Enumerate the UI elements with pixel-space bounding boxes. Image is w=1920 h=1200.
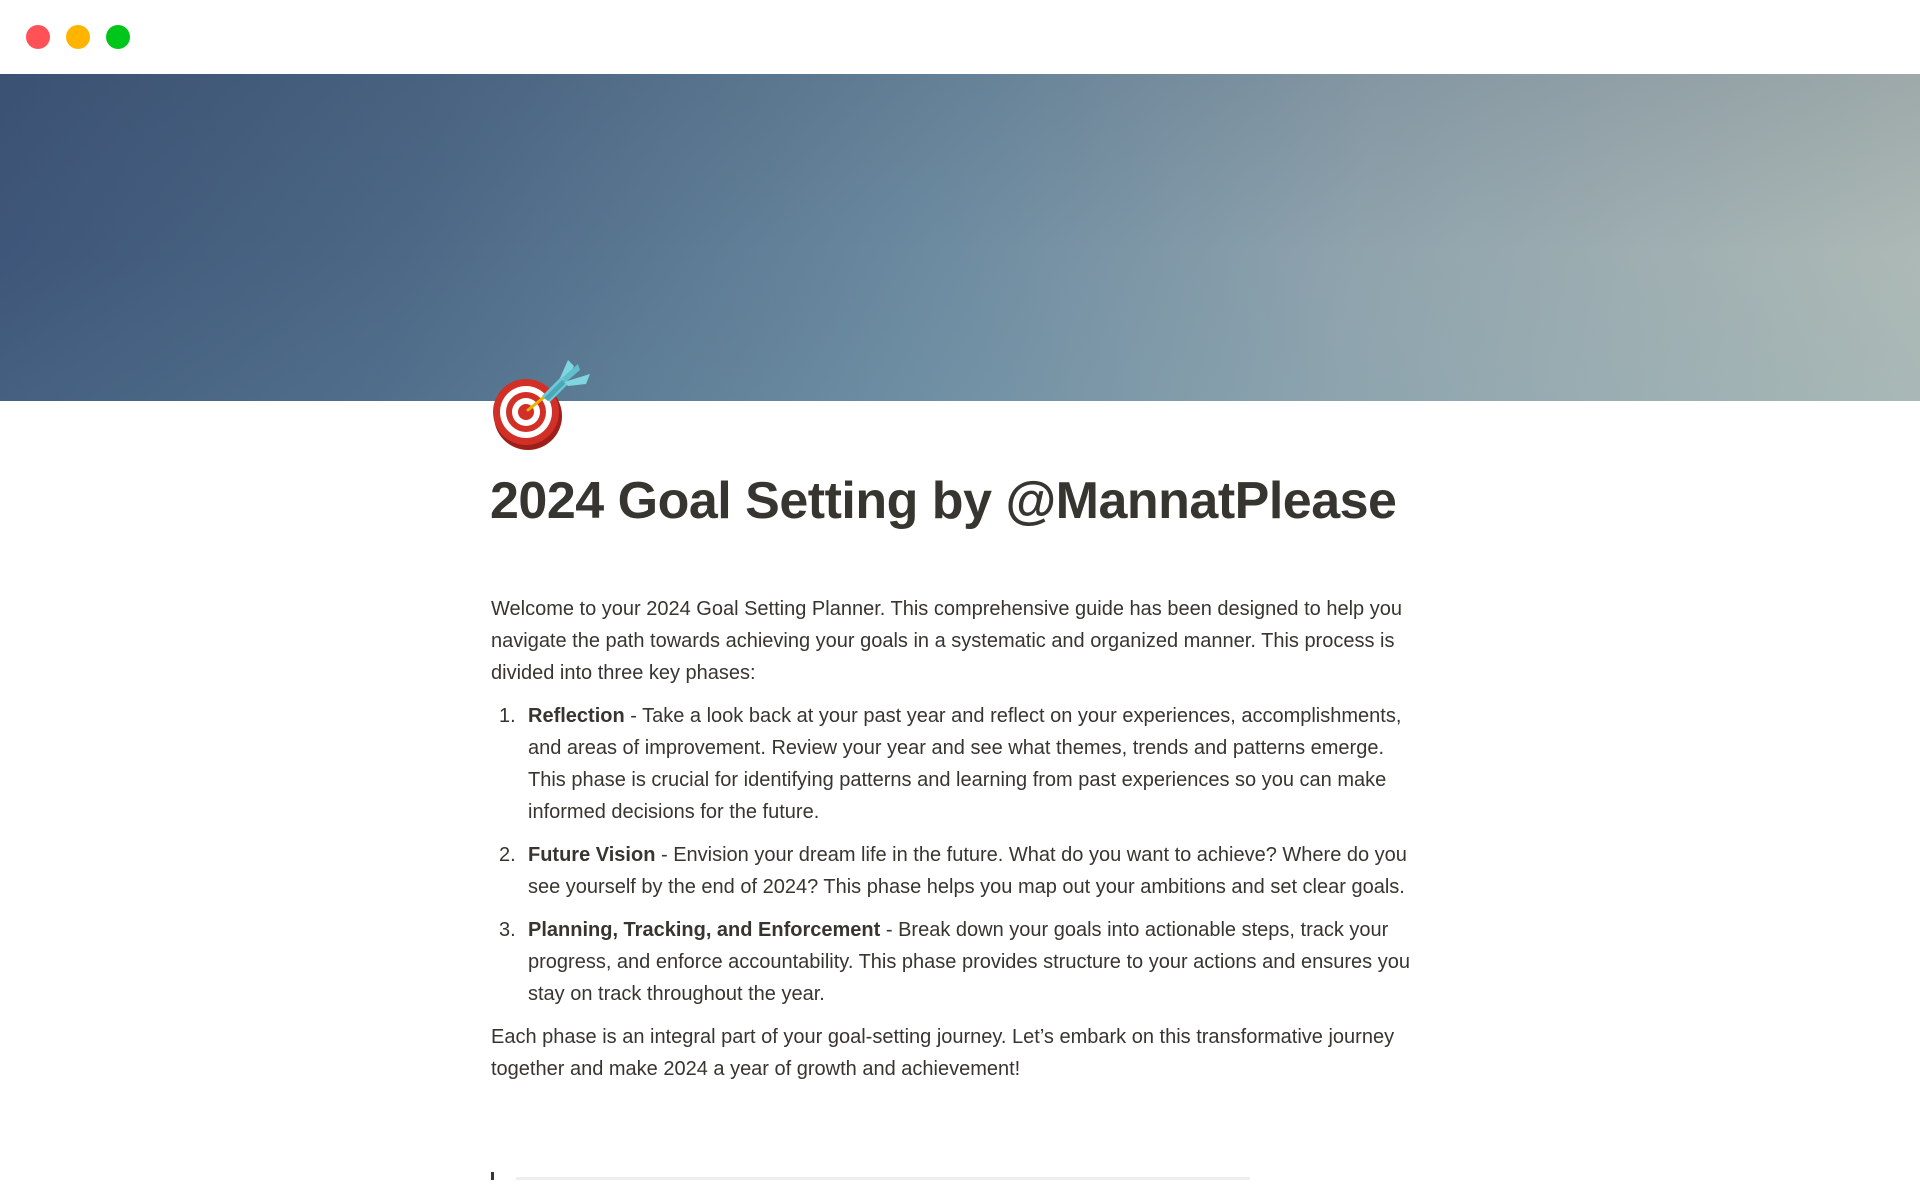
block-divider (516, 1177, 1250, 1180)
intro-paragraph[interactable]: Welcome to your 2024 Goal Setting Planner. This comprehensive guide has been designed to help you navigate the path towards achieving your goals in a systematic and organized manner. This process is divided into three key phases: (491, 598, 1402, 684)
bullseye-dart-icon[interactable] (490, 356, 598, 452)
list-number: 1. (499, 705, 516, 727)
phase-name: Planning, Tracking, and Enforcement (528, 919, 881, 941)
phases-numbered-list (491, 700, 1421, 1010)
list-number: 3. (499, 919, 516, 941)
text-block-marker (491, 1172, 494, 1180)
phase-name: Future Vision (528, 844, 656, 866)
window-minimize-button[interactable] (66, 25, 90, 49)
list-item-reflection[interactable] (491, 700, 1421, 828)
phase-name: Reflection (528, 705, 625, 727)
phase-description: - Envision your dream life in the future. What do you want to achieve? Where do you see yourself by the end of 2024? This phase helps you map out your ambitions and set clear goals. (528, 844, 1407, 898)
closing-paragraph[interactable]: Each phase is an integral part of your goal-setting journey. Let’s embark on this transformative journey together and make 2024 a year of growth and achievement! (491, 1026, 1395, 1080)
list-item-planning[interactable] (491, 914, 1421, 1010)
page-content (491, 593, 1421, 1085)
window-maximize-button[interactable] (106, 25, 130, 49)
phase-description: - Take a look back at your past year and reflect on your experiences, accomplishments, and areas of improvement. Review your year and see what themes, trends and patterns emerge. This phase is crucial for identifying patterns and learning from past experiences so you can make informed decisions for the future. (528, 705, 1402, 823)
list-item-future-vision[interactable] (491, 839, 1421, 903)
phase-description: - Break down your goals into actionable steps, track your progress, and enforce accountability. This phase provides structure to your actions and ensures you stay on track throughout the year. (528, 919, 1410, 1005)
window-close-button[interactable] (26, 25, 50, 49)
page-title[interactable]: 2024 Goal Setting by @MannatPlease (490, 472, 1397, 530)
list-number: 2. (499, 844, 516, 866)
page-cover-banner[interactable] (0, 74, 1920, 401)
window-titlebar (0, 0, 1920, 74)
